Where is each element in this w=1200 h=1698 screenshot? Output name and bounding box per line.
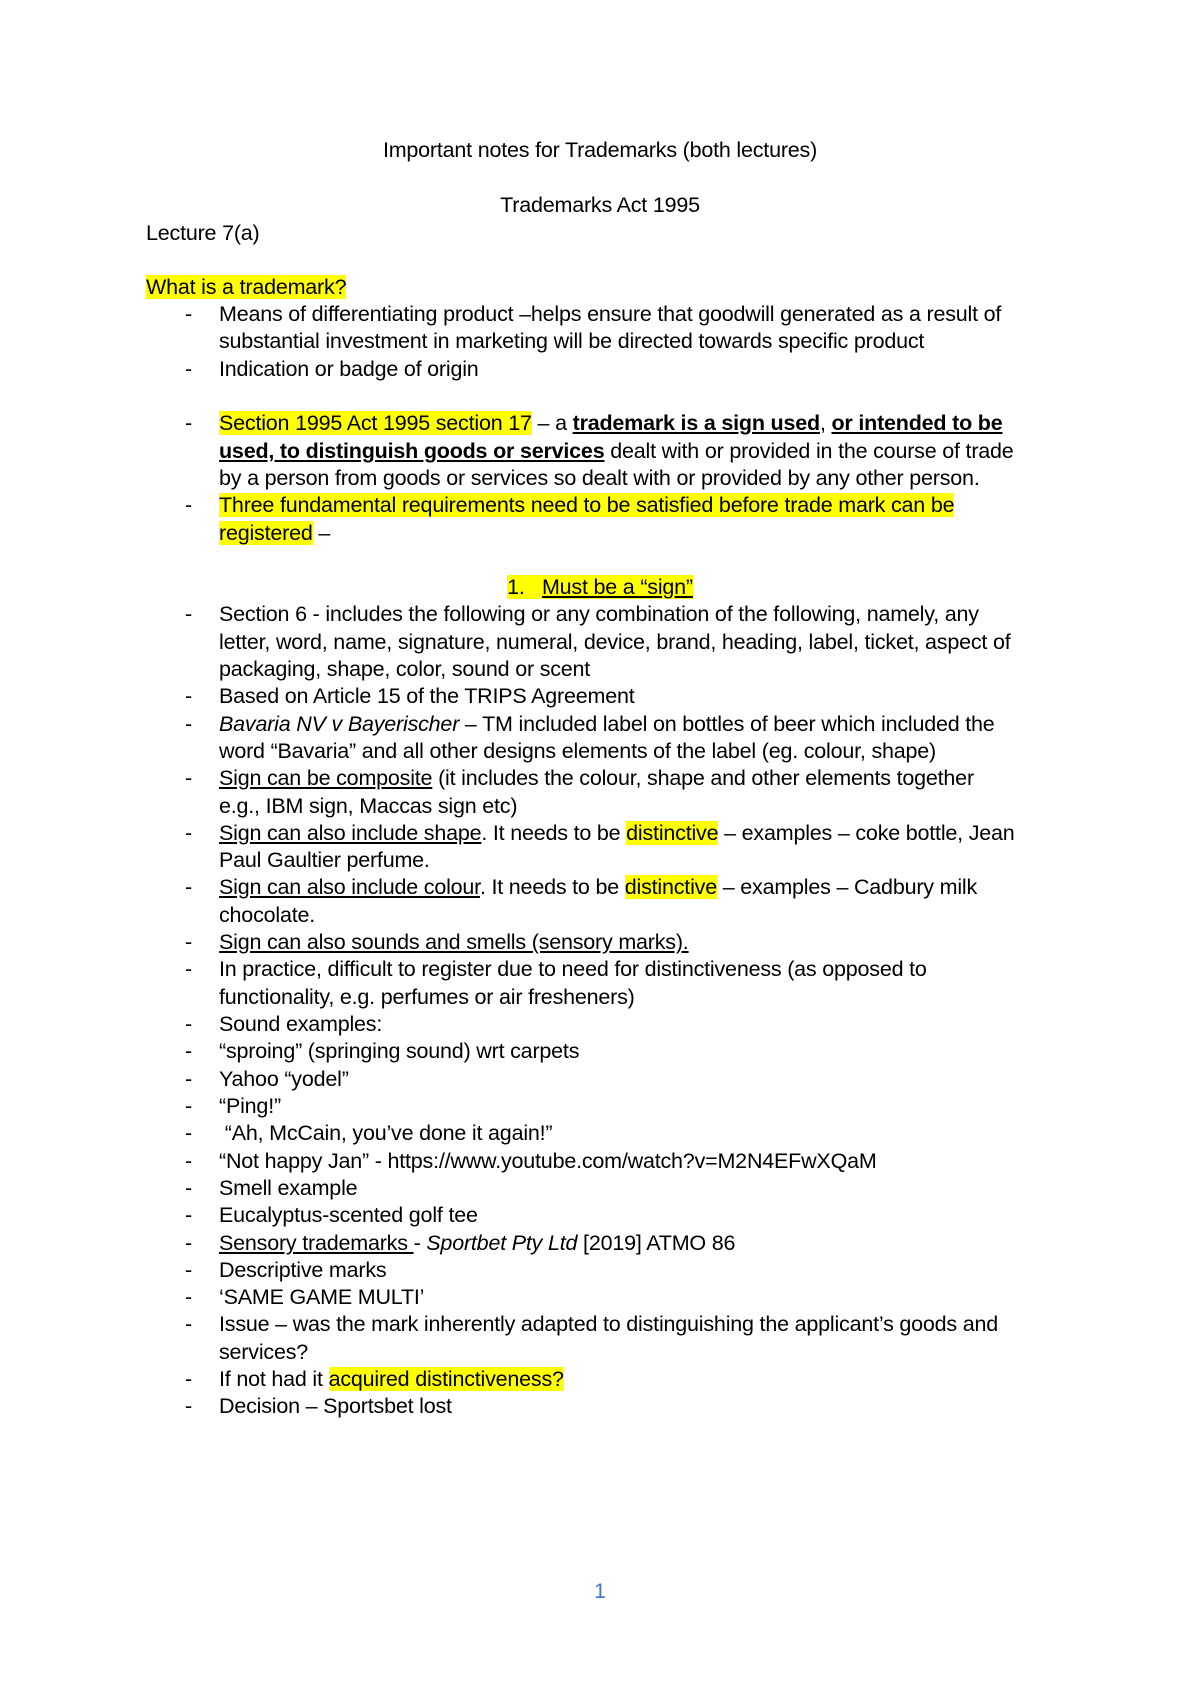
document-page: Important notes for Trademarks (both lectures) Trademarks Act 1995 Lecture 7(a) What is a trademark? - Means of differentiating product –helps ensure that goodwill generated as a result of substantial investment in marketing will be directed towards specific product - Indication or badge of origin - Section 1995 Act 1995 section 17 – a trademark is a sign used, or intended to be used, to distinguish goods or services dealt with or provided in the course of trade by a person from goods or services so dealt with or provided by any other person. - Three fundamental requirements need to be satisfied before trade mark can be registered – 1. Must be a “sign” - Section 6 - includes the following or any combination of the following, namely, any letter, word, name, signature, numeral, device, brand, heading, label, ticket, aspect of packaging, shape, color, sound or scent - Based on Article 15 of the TRIPS Agreement - Bavaria NV v Bayerischer – TM included label on bottles of beer which included the word “Bavaria” and all other designs elements of the label (eg. colour, shape) - Sign can be composite (it includes the colour, shape and other elements together e.g., IBM sign, Maccas sign etc) - Sign can also include shape. It needs to be distinctive – examples – coke bottle, Jean Paul Gaultier perfume. - Sign can also include colour. It needs to be distinctive – examples – Cadbury milk chocolate. - Sign can also sounds and smells (sensory marks). - In practice, difficult to register due to need for distinctiveness (as opposed to functionality, e.g. perfumes or air fresheners) - Sound examples: - “sproing” (springing sound) wrt carpets - Yahoo “yodel” - “Ping!” - “Ah, McCain, you’ve done it again!” - “Not happy Jan” - https://www.youtube.com/watch?v=M2N4EFwXQaM - Smell example - Eucalyptus-scented golf tee - Sensory trademarks - Sportbet Pty Ltd [2019] ATMO 86 - Descriptive marks - ‘SAME GAME MULTI’ - Issue – was the mark inherently adapted to distinguishing the applicant’s goods and services? - If not had it acquired distinctiveness? - Decision – Sportsbet lost 1 xyxy=(0,0,1200,1698)
document-title: Important notes for Trademarks (both lectures) xyxy=(382,138,818,162)
act-title: Trademarks Act 1995 xyxy=(500,193,700,217)
heading-what-is-trademark: What is a trademark? xyxy=(146,275,347,299)
section-heading-sign: 1. Must be a “sign” xyxy=(507,575,693,599)
page-number: 1 xyxy=(594,1580,606,1603)
lecture-label: Lecture 7(a) xyxy=(146,221,260,245)
